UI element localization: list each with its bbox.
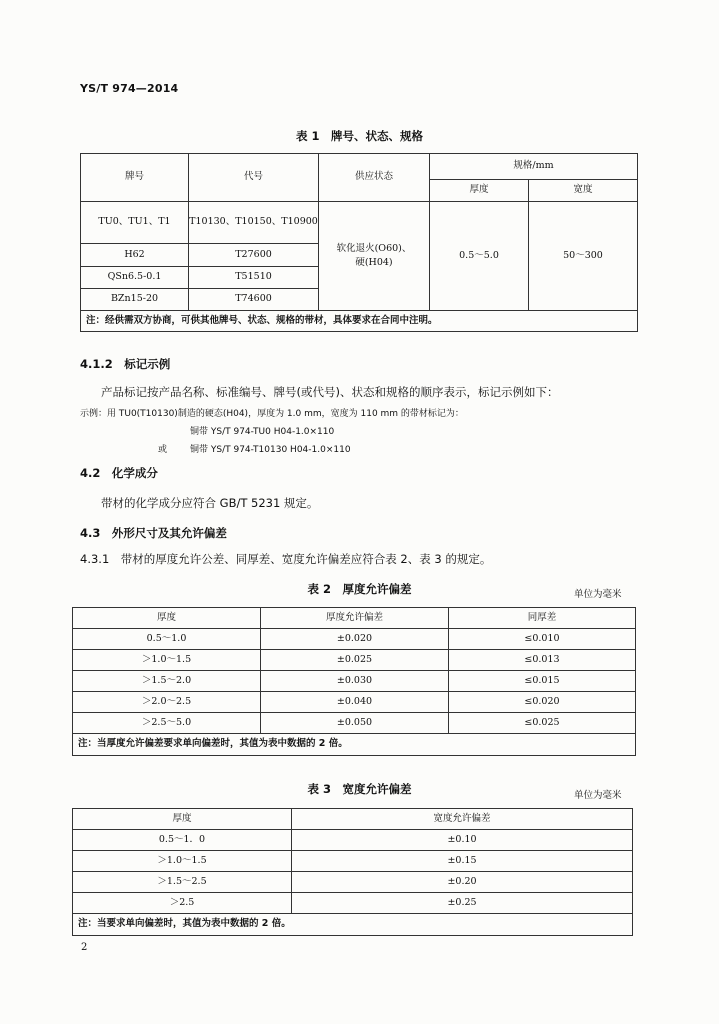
table2 [72,607,636,756]
table1-header-code: 代号 [189,154,319,202]
table3-cell: 0.5～1．0 [73,830,292,851]
table2-cell: ≤0.010 [449,629,636,650]
mark-example-2: 铜带 YS/T 974-T10130 H04-1.0×110 [190,445,351,455]
table1-row-grade: QSn6.5-0.1 [81,267,189,289]
table2-cell: 0.5～1.0 [73,629,261,650]
table3-header-width-tolerance: 宽度允许偏差 [292,809,633,830]
table2-note: 注：当厚度允许偏差要求单向偏差时，其值为表中数据的 2 倍。 [73,734,636,756]
table2-header-same-thickness: 同厚差 [449,608,636,629]
table3-cell: ±0.15 [292,851,633,872]
table1-header-thickness: 厚度 [430,180,529,202]
table1-state-cell [319,202,430,311]
table1-caption: 表 1 牌号、状态、规格 [295,129,423,143]
table2-cell: ≤0.013 [449,650,636,671]
table1-note: 注：经供需双方协商，可供其他牌号、状态、规格的带材，具体要求在合同中注明。 [81,311,638,332]
table2-cell: ＞1.5～2.0 [73,671,261,692]
section-4-3-heading: 4.3 外形尺寸及其允许偏差 [80,526,227,540]
table2-header-thickness: 厚度 [73,608,261,629]
table2-cell: ±0.025 [261,650,449,671]
table1-thickness-value: 0.5～5.0 [430,202,529,311]
table2-header-tolerance: 厚度允许偏差 [261,608,449,629]
table1-state-line2: 硬(H04) [355,257,393,268]
mark-or: 或 [158,445,168,455]
table1-row-grade: TU0、TU1、T1 [81,202,189,244]
table3 [72,808,633,936]
example-line: 示例：用 TU0(T10130)制造的硬态(H04)，厚度为 1.0 mm，宽度为 110 mm 的带材标记为： [80,409,464,419]
table1-header-spec: 规格/mm [430,154,638,180]
table1-header-state: 供应状态 [319,154,430,202]
table2-caption: 表 2 厚度允许偏差 [307,582,412,596]
table1-header-grade: 牌号 [81,154,189,202]
table1-state-line1: 软化退火(O60)、 [336,242,412,254]
table1-row-code: T10130、T10150、T10900 [189,202,319,244]
table1 [80,153,638,332]
table1-row-code: T74600 [189,289,319,311]
table2-cell: ≤0.020 [449,692,636,713]
table1-width-value: 50～300 [529,202,638,311]
table1-row-code: T27600 [189,244,319,267]
table3-unit: 单位为毫米 [574,790,622,801]
table1-row-grade: BZn15-20 [81,289,189,311]
table2-cell: ±0.050 [261,713,449,734]
table1-row-code: T51510 [189,267,319,289]
table3-cell: ±0.25 [292,893,633,914]
section-4-2-paragraph: 带材的化学成分应符合 GB/T 5231 规定。 [101,496,319,510]
section-4-3-1-paragraph: 4.3.1 带材的厚度允许公差、同厚差、宽度允许偏差应符合表 2、表 3 的规定。 [80,552,492,566]
table2-cell: ±0.040 [261,692,449,713]
table3-cell: ＞2.5 [73,893,292,914]
table2-cell: ＞2.0～2.5 [73,692,261,713]
table3-cell: ±0.20 [292,872,633,893]
table2-cell: ≤0.015 [449,671,636,692]
table2-cell: ＞2.5～5.0 [73,713,261,734]
table3-cell: ＞1.5～2.5 [73,872,292,893]
table2-cell: ±0.030 [261,671,449,692]
table3-header-thickness: 厚度 [73,809,292,830]
table2-cell: ＞1.0～1.5 [73,650,261,671]
document-header: YS/T 974—2014 [80,82,179,95]
table2-cell: ≤0.025 [449,713,636,734]
table3-cell: ＞1.0～1.5 [73,851,292,872]
table3-caption: 表 3 宽度允许偏差 [307,782,412,796]
section-4-2-heading: 4.2 化学成分 [80,466,158,480]
section-4-1-2-heading: 4.1.2 标记示例 [80,357,171,371]
table2-unit: 单位为毫米 [574,589,622,600]
table3-cell: ±0.10 [292,830,633,851]
table1-header-width: 宽度 [529,180,638,202]
mark-example-1: 铜带 YS/T 974-TU0 H04-1.0×110 [190,427,335,437]
table3-note: 注：当要求单向偏差时，其值为表中数据的 2 倍。 [73,914,633,936]
table2-cell: ±0.020 [261,629,449,650]
table1-row-grade: H62 [81,244,189,267]
section-4-1-2-paragraph: 产品标记按产品名称、标准编号、牌号(或代号)、状态和规格的顺序表示，标记示例如下： [101,385,559,399]
page-number: 2 [81,942,88,953]
